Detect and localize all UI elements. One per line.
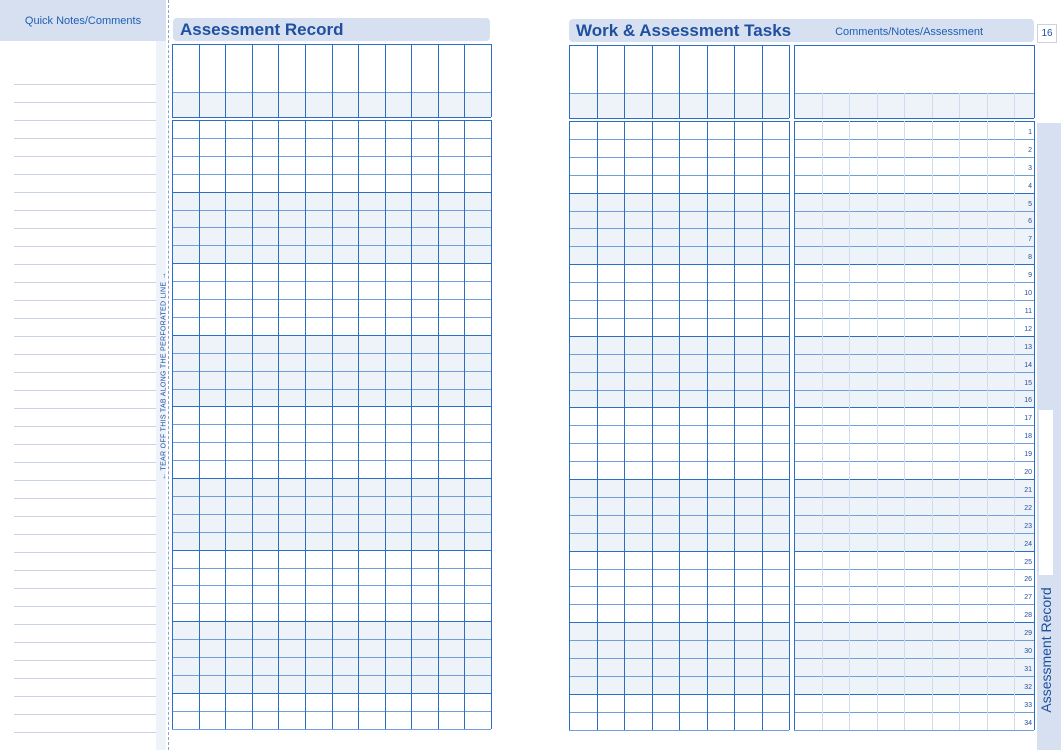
work-tasks-grid[interactable] [569,45,789,730]
grid-line [794,300,1034,301]
grid-line [225,44,226,117]
grid-line [734,121,735,730]
row-number: 13 [1024,343,1032,351]
row-number: 28 [1024,612,1032,620]
note-line [14,300,156,301]
grid-line [569,121,570,730]
note-line [14,264,156,265]
grid-line [225,120,226,729]
page-subtitle: Comments/Notes/Assessment [835,26,983,38]
grid-line [794,282,1034,283]
grid-line [794,318,1034,319]
row-number: 33 [1024,701,1032,709]
grid-line [597,121,598,730]
grid-line [794,372,1034,373]
comments-grid[interactable] [794,45,1034,730]
note-line [14,336,156,337]
grid-line [849,121,850,730]
note-line [14,372,156,373]
grid-line [597,45,598,118]
grid-line [679,45,680,118]
assessment-record-grid[interactable] [172,44,491,729]
side-tab-window [1039,410,1053,575]
grid-line [794,354,1034,355]
row-number: 31 [1024,665,1032,673]
grid-line [794,497,1034,498]
note-line [14,642,156,643]
grid-line [464,120,465,729]
row-number: 8 [1028,254,1032,262]
note-line [14,462,156,463]
row-number: 25 [1024,558,1032,566]
grid-line [278,44,279,117]
grid-line [624,121,625,730]
grid-line [959,121,960,730]
note-line [14,570,156,571]
row-number: 11 [1024,307,1032,315]
page-number: 16 [1037,24,1057,43]
grid-line [624,45,625,118]
note-line [14,354,156,355]
tear-off-text: ← TEAR OFF THIS TAB ALONG THE PERFORATED LINE → [160,272,168,480]
grid-line [652,45,653,118]
row-number: 5 [1028,200,1032,208]
grid-line [904,93,905,118]
row-number: 18 [1024,433,1032,441]
note-line [14,84,156,85]
note-line [14,732,156,733]
grid-line [1014,121,1015,730]
grid-line [794,211,1034,212]
left-page-header [173,18,490,41]
grid-line [794,121,795,730]
grid-line [794,533,1034,534]
grid-line [464,44,465,117]
header-band [794,93,1034,118]
grid-line [789,45,790,118]
right-page-header [569,19,1034,42]
note-line [14,660,156,661]
row-number: 34 [1024,719,1032,727]
grid-line [569,730,789,731]
grid-line [959,93,960,118]
grid-line [794,45,1034,46]
row-number: 7 [1028,236,1032,244]
grid-line [794,676,1034,677]
grid-line [794,569,1034,570]
grid-line [794,193,1034,194]
row-number: 30 [1024,648,1032,655]
note-line [14,408,156,409]
note-line [14,282,156,283]
page-title: Work & Assessment Tasks [576,21,792,40]
row-number: 3 [1028,164,1032,172]
grid-line [794,515,1034,516]
grid-line [172,117,491,118]
note-line [14,192,156,193]
grid-line [794,443,1034,444]
grid-line [822,93,823,118]
note-line [14,696,156,697]
row-number: 6 [1028,218,1032,226]
quick-notes-title: Quick Notes/Comments [24,14,142,27]
grid-line [411,120,412,729]
note-line [14,444,156,445]
grid-line [794,551,1034,552]
grid-line [569,118,789,119]
note-line [14,246,156,247]
grid-line [794,425,1034,426]
grid-line [877,121,878,730]
grid-line [385,120,386,729]
grid-line [794,121,1034,122]
grid-line [679,121,680,730]
grid-line [172,120,173,729]
grid-line [358,120,359,729]
row-number: 2 [1028,146,1032,154]
grid-line [794,93,1034,94]
quick-notes-header [0,0,166,41]
row-number: 12 [1024,325,1032,333]
grid-line [438,44,439,117]
row-number: 32 [1024,683,1032,691]
note-line [14,498,156,499]
grid-line [794,175,1034,176]
note-line [14,426,156,427]
grid-line [794,407,1034,408]
grid-line [1034,121,1035,730]
grid-line [734,45,735,118]
note-line [14,480,156,481]
grid-line [491,44,492,117]
note-line [14,390,156,391]
note-line [14,318,156,319]
row-number: 14 [1024,361,1032,369]
grid-line [1034,45,1035,118]
row-number: 15 [1024,379,1032,387]
grid-line [707,121,708,730]
grid-line [794,228,1034,229]
note-line [14,516,156,517]
grid-line [877,93,878,118]
grid-line [491,120,492,729]
grid-line [411,44,412,117]
note-line [14,156,156,157]
note-line [14,624,156,625]
note-line [14,228,156,229]
note-line [14,102,156,103]
note-line [14,210,156,211]
note-line [14,534,156,535]
grid-line [172,44,173,117]
grid-line [794,640,1034,641]
grid-line [707,45,708,118]
grid-line [794,604,1034,605]
row-number: 27 [1024,594,1032,602]
row-number: 26 [1024,576,1032,584]
grid-line [822,121,823,730]
grid-line [849,93,850,118]
note-line [14,588,156,589]
grid-line [794,336,1034,337]
row-number: 17 [1024,415,1032,423]
note-line [14,678,156,679]
grid-line [794,139,1034,140]
grid-line [904,121,905,730]
grid-line [252,44,253,117]
note-line [14,120,156,121]
grid-line [794,730,1034,731]
row-number: 23 [1024,522,1032,530]
grid-line [794,586,1034,587]
grid-line [199,44,200,117]
grid-line [569,45,570,118]
grid-line [794,390,1034,391]
grid-line [987,93,988,118]
grid-line [172,729,491,730]
grid-line [1014,93,1015,118]
note-line [14,138,156,139]
grid-line [385,44,386,117]
grid-line [762,121,763,730]
grid-line [305,44,306,117]
quick-notes-lines[interactable] [14,41,156,741]
grid-line [794,157,1034,158]
grid-line [332,120,333,729]
row-number: 20 [1024,469,1032,476]
grid-line [794,479,1034,480]
grid-line [438,120,439,729]
row-number: 1 [1028,128,1032,136]
note-line [14,174,156,175]
row-number: 9 [1028,272,1032,280]
grid-line [762,45,763,118]
grid-line [794,246,1034,247]
row-number: 24 [1024,540,1032,548]
note-line [14,552,156,553]
page-title: Assessment Record [180,20,344,39]
grid-line [794,264,1034,265]
row-number: 22 [1024,504,1032,512]
grid-line [305,120,306,729]
side-tab-text: Assessment Record [1038,587,1054,713]
grid-line [794,658,1034,659]
row-number: 21 [1024,486,1032,494]
grid-line [794,694,1034,695]
row-number: 10 [1024,290,1032,297]
note-line [14,606,156,607]
grid-line [199,120,200,729]
grid-line [789,121,790,730]
grid-line [332,44,333,117]
grid-line [794,712,1034,713]
grid-line [932,93,933,118]
row-number: 19 [1024,451,1032,459]
grid-line [252,120,253,729]
grid-line [794,118,1034,119]
grid-line [794,622,1034,623]
grid-line [987,121,988,730]
row-number: 4 [1028,182,1032,190]
grid-line [652,121,653,730]
row-number: 16 [1024,397,1032,405]
perforated-line [168,0,169,750]
grid-line [278,120,279,729]
grid-line [794,461,1034,462]
grid-line [794,45,795,118]
grid-line [358,44,359,117]
note-line [14,714,156,715]
grid-line [932,121,933,730]
row-number: 29 [1024,630,1032,638]
